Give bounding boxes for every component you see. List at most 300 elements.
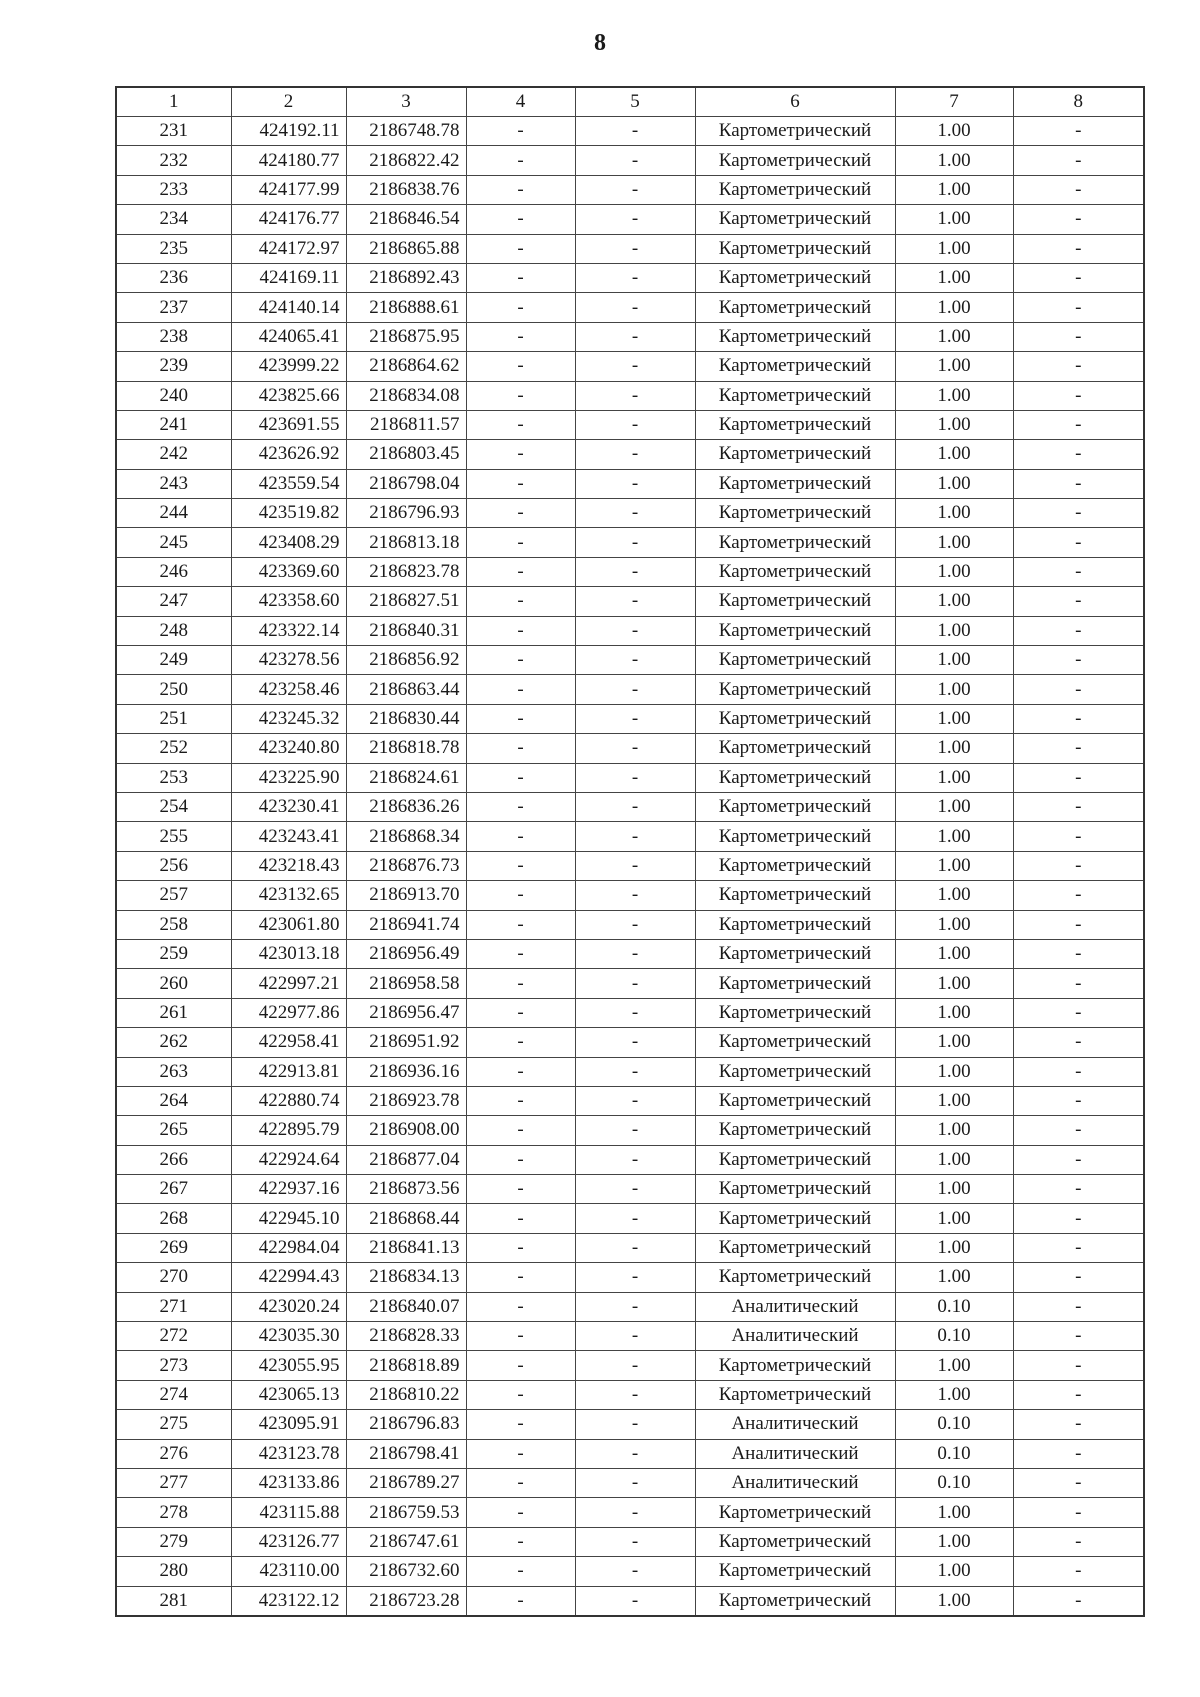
cell-accuracy: 0.10 xyxy=(895,1439,1013,1468)
cell-col-8: - xyxy=(1013,822,1144,851)
cell-col-4: - xyxy=(466,528,575,557)
cell-col-4: - xyxy=(466,234,575,263)
cell-col-8: - xyxy=(1013,410,1144,439)
cell-col-8: - xyxy=(1013,1263,1144,1292)
cell-col-8: - xyxy=(1013,734,1144,763)
table-row xyxy=(116,352,1144,381)
cell-col-8: - xyxy=(1013,939,1144,968)
cell-col-4: - xyxy=(466,1233,575,1262)
cell-col-5: - xyxy=(575,1498,695,1527)
cell-coord-y: 2186747.61 xyxy=(346,1527,466,1556)
cell-coord-x: 422924.64 xyxy=(231,1145,346,1174)
cell-col-8: - xyxy=(1013,1204,1144,1233)
cell-method: Аналитический xyxy=(695,1292,895,1321)
cell-accuracy: 1.00 xyxy=(895,469,1013,498)
cell-coord-x: 422977.86 xyxy=(231,998,346,1027)
cell-col-4: - xyxy=(466,734,575,763)
cell-accuracy: 1.00 xyxy=(895,1263,1013,1292)
cell-accuracy: 1.00 xyxy=(895,440,1013,469)
cell-col-4: - xyxy=(466,175,575,204)
table-row xyxy=(116,381,1144,410)
cell-coord-y: 2186951.92 xyxy=(346,1028,466,1057)
cell-method: Картометрический xyxy=(695,1233,895,1262)
cell-method: Картометрический xyxy=(695,1263,895,1292)
cell-col-4: - xyxy=(466,1498,575,1527)
cell-col-8: - xyxy=(1013,1116,1144,1145)
cell-col-8: - xyxy=(1013,792,1144,821)
cell-coord-x: 423278.56 xyxy=(231,646,346,675)
cell-point-number: 272 xyxy=(116,1322,231,1351)
cell-point-number: 253 xyxy=(116,763,231,792)
cell-coord-y: 2186834.08 xyxy=(346,381,466,410)
cell-coord-y: 2186956.49 xyxy=(346,939,466,968)
cell-coord-y: 2186818.78 xyxy=(346,734,466,763)
cell-col-4: - xyxy=(466,263,575,292)
cell-accuracy: 1.00 xyxy=(895,499,1013,528)
cell-coord-x: 424172.97 xyxy=(231,234,346,263)
cell-col-4: - xyxy=(466,322,575,351)
cell-coord-x: 423245.32 xyxy=(231,704,346,733)
cell-coord-y: 2186803.45 xyxy=(346,440,466,469)
cell-method: Картометрический xyxy=(695,1116,895,1145)
cell-coord-x: 423061.80 xyxy=(231,910,346,939)
cell-col-5: - xyxy=(575,734,695,763)
cell-coord-x: 422937.16 xyxy=(231,1175,346,1204)
table-header xyxy=(116,87,1144,117)
table-row xyxy=(116,1292,1144,1321)
table-row xyxy=(116,792,1144,821)
cell-col-8: - xyxy=(1013,1086,1144,1115)
cell-col-5: - xyxy=(575,146,695,175)
coordinates-table xyxy=(115,86,1145,1617)
cell-coord-x: 422895.79 xyxy=(231,1116,346,1145)
cell-col-8: - xyxy=(1013,263,1144,292)
cell-col-8: - xyxy=(1013,616,1144,645)
cell-col-4: - xyxy=(466,1204,575,1233)
cell-method: Картометрический xyxy=(695,734,895,763)
cell-col-5: - xyxy=(575,851,695,880)
cell-point-number: 276 xyxy=(116,1439,231,1468)
cell-col-8: - xyxy=(1013,146,1144,175)
table-row xyxy=(116,557,1144,586)
cell-col-4: - xyxy=(466,293,575,322)
cell-col-5: - xyxy=(575,1028,695,1057)
cell-accuracy: 1.00 xyxy=(895,322,1013,351)
table-row xyxy=(116,881,1144,910)
cell-coord-y: 2186875.95 xyxy=(346,322,466,351)
cell-point-number: 251 xyxy=(116,704,231,733)
cell-coord-x: 423999.22 xyxy=(231,352,346,381)
cell-col-4: - xyxy=(466,616,575,645)
cell-col-5: - xyxy=(575,352,695,381)
cell-col-8: - xyxy=(1013,205,1144,234)
cell-method: Картометрический xyxy=(695,117,895,146)
cell-col-4: - xyxy=(466,1527,575,1556)
cell-col-8: - xyxy=(1013,1233,1144,1262)
cell-point-number: 258 xyxy=(116,910,231,939)
cell-col-8: - xyxy=(1013,234,1144,263)
cell-point-number: 239 xyxy=(116,352,231,381)
cell-accuracy: 1.00 xyxy=(895,1145,1013,1174)
cell-accuracy: 1.00 xyxy=(895,175,1013,204)
cell-col-5: - xyxy=(575,528,695,557)
cell-col-4: - xyxy=(466,646,575,675)
cell-col-8: - xyxy=(1013,528,1144,557)
cell-coord-y: 2186840.31 xyxy=(346,616,466,645)
cell-method: Картометрический xyxy=(695,557,895,586)
cell-accuracy: 0.10 xyxy=(895,1292,1013,1321)
cell-method: Картометрический xyxy=(695,410,895,439)
table-row xyxy=(116,117,1144,146)
cell-point-number: 262 xyxy=(116,1028,231,1057)
cell-accuracy: 1.00 xyxy=(895,1057,1013,1086)
table-row xyxy=(116,1410,1144,1439)
cell-col-4: - xyxy=(466,1322,575,1351)
cell-coord-y: 2186732.60 xyxy=(346,1557,466,1586)
cell-col-4: - xyxy=(466,1263,575,1292)
cell-col-4: - xyxy=(466,1351,575,1380)
cell-col-5: - xyxy=(575,469,695,498)
table-row xyxy=(116,1322,1144,1351)
cell-coord-x: 423123.78 xyxy=(231,1439,346,1468)
cell-method: Картометрический xyxy=(695,939,895,968)
cell-coord-x: 423230.41 xyxy=(231,792,346,821)
cell-coord-y: 2186759.53 xyxy=(346,1498,466,1527)
cell-coord-y: 2186864.62 xyxy=(346,352,466,381)
table-row xyxy=(116,675,1144,704)
cell-method: Картометрический xyxy=(695,616,895,645)
cell-coord-y: 2186868.44 xyxy=(346,1204,466,1233)
cell-coord-y: 2186834.13 xyxy=(346,1263,466,1292)
cell-col-8: - xyxy=(1013,175,1144,204)
column-header-5: 5 xyxy=(575,87,695,117)
cell-coord-x: 423133.86 xyxy=(231,1468,346,1497)
cell-coord-y: 2186811.57 xyxy=(346,410,466,439)
cell-coord-x: 423132.65 xyxy=(231,881,346,910)
cell-point-number: 236 xyxy=(116,263,231,292)
cell-point-number: 244 xyxy=(116,499,231,528)
cell-col-5: - xyxy=(575,587,695,616)
cell-coord-x: 423122.12 xyxy=(231,1586,346,1616)
cell-accuracy: 1.00 xyxy=(895,381,1013,410)
cell-col-5: - xyxy=(575,646,695,675)
cell-point-number: 249 xyxy=(116,646,231,675)
cell-coord-x: 423369.60 xyxy=(231,557,346,586)
cell-col-8: - xyxy=(1013,440,1144,469)
cell-method: Картометрический xyxy=(695,1557,895,1586)
cell-col-4: - xyxy=(466,1586,575,1616)
table-row xyxy=(116,469,1144,498)
cell-col-5: - xyxy=(575,939,695,968)
cell-coord-x: 423322.14 xyxy=(231,616,346,645)
page-number: 8 xyxy=(594,30,606,56)
cell-method: Аналитический xyxy=(695,1322,895,1351)
cell-coord-y: 2186818.89 xyxy=(346,1351,466,1380)
cell-col-5: - xyxy=(575,1557,695,1586)
cell-accuracy: 1.00 xyxy=(895,352,1013,381)
cell-col-8: - xyxy=(1013,117,1144,146)
cell-point-number: 235 xyxy=(116,234,231,263)
cell-accuracy: 1.00 xyxy=(895,1586,1013,1616)
cell-col-5: - xyxy=(575,1086,695,1115)
cell-method: Картометрический xyxy=(695,763,895,792)
table-row xyxy=(116,998,1144,1027)
table-row xyxy=(116,704,1144,733)
cell-coord-x: 423825.66 xyxy=(231,381,346,410)
cell-point-number: 252 xyxy=(116,734,231,763)
cell-point-number: 268 xyxy=(116,1204,231,1233)
table-row xyxy=(116,646,1144,675)
column-header-1: 1 xyxy=(116,87,231,117)
cell-coord-y: 2186941.74 xyxy=(346,910,466,939)
cell-col-4: - xyxy=(466,499,575,528)
cell-accuracy: 1.00 xyxy=(895,822,1013,851)
cell-col-4: - xyxy=(466,822,575,851)
cell-col-5: - xyxy=(575,1233,695,1262)
cell-col-4: - xyxy=(466,675,575,704)
cell-coord-y: 2186877.04 xyxy=(346,1145,466,1174)
cell-coord-x: 422994.43 xyxy=(231,1263,346,1292)
table-row xyxy=(116,234,1144,263)
cell-col-4: - xyxy=(466,881,575,910)
cell-coord-x: 423065.13 xyxy=(231,1380,346,1409)
cell-point-number: 279 xyxy=(116,1527,231,1556)
cell-accuracy: 1.00 xyxy=(895,1204,1013,1233)
table-row xyxy=(116,293,1144,322)
cell-col-8: - xyxy=(1013,469,1144,498)
cell-method: Картометрический xyxy=(695,146,895,175)
cell-point-number: 265 xyxy=(116,1116,231,1145)
cell-method: Картометрический xyxy=(695,1175,895,1204)
header-row xyxy=(116,87,1144,117)
cell-coord-y: 2186828.33 xyxy=(346,1322,466,1351)
cell-coord-x: 423013.18 xyxy=(231,939,346,968)
cell-col-8: - xyxy=(1013,646,1144,675)
cell-coord-y: 2186863.44 xyxy=(346,675,466,704)
table-row xyxy=(116,1057,1144,1086)
cell-coord-y: 2186830.44 xyxy=(346,704,466,733)
cell-point-number: 233 xyxy=(116,175,231,204)
cell-coord-x: 423519.82 xyxy=(231,499,346,528)
cell-point-number: 266 xyxy=(116,1145,231,1174)
cell-coord-y: 2186913.70 xyxy=(346,881,466,910)
cell-point-number: 271 xyxy=(116,1292,231,1321)
cell-method: Картометрический xyxy=(695,646,895,675)
column-header-2: 2 xyxy=(231,87,346,117)
cell-accuracy: 1.00 xyxy=(895,1380,1013,1409)
cell-method: Картометрический xyxy=(695,205,895,234)
cell-accuracy: 1.00 xyxy=(895,1527,1013,1556)
cell-accuracy: 1.00 xyxy=(895,1233,1013,1262)
cell-method: Картометрический xyxy=(695,822,895,851)
cell-method: Картометрический xyxy=(695,1204,895,1233)
table-row xyxy=(116,1175,1144,1204)
cell-coord-y: 2186823.78 xyxy=(346,557,466,586)
cell-col-8: - xyxy=(1013,1468,1144,1497)
cell-method: Картометрический xyxy=(695,792,895,821)
cell-coord-x: 422880.74 xyxy=(231,1086,346,1115)
cell-point-number: 275 xyxy=(116,1410,231,1439)
cell-col-5: - xyxy=(575,1527,695,1556)
cell-accuracy: 1.00 xyxy=(895,263,1013,292)
cell-coord-y: 2186723.28 xyxy=(346,1586,466,1616)
cell-col-8: - xyxy=(1013,381,1144,410)
cell-col-8: - xyxy=(1013,1028,1144,1057)
cell-col-5: - xyxy=(575,792,695,821)
cell-col-5: - xyxy=(575,1468,695,1497)
cell-coord-y: 2186888.61 xyxy=(346,293,466,322)
table-row xyxy=(116,1557,1144,1586)
cell-coord-x: 423691.55 xyxy=(231,410,346,439)
cell-point-number: 255 xyxy=(116,822,231,851)
table-row xyxy=(116,763,1144,792)
table-row xyxy=(116,1204,1144,1233)
cell-col-8: - xyxy=(1013,763,1144,792)
cell-col-5: - xyxy=(575,322,695,351)
cell-coord-x: 422997.21 xyxy=(231,969,346,998)
cell-accuracy: 1.00 xyxy=(895,646,1013,675)
cell-accuracy: 1.00 xyxy=(895,1557,1013,1586)
cell-accuracy: 1.00 xyxy=(895,410,1013,439)
cell-coord-y: 2186824.61 xyxy=(346,763,466,792)
cell-col-8: - xyxy=(1013,352,1144,381)
cell-coord-x: 422913.81 xyxy=(231,1057,346,1086)
cell-point-number: 257 xyxy=(116,881,231,910)
cell-coord-y: 2186958.58 xyxy=(346,969,466,998)
cell-col-5: - xyxy=(575,881,695,910)
cell-point-number: 269 xyxy=(116,1233,231,1262)
cell-col-4: - xyxy=(466,763,575,792)
cell-accuracy: 1.00 xyxy=(895,587,1013,616)
cell-col-8: - xyxy=(1013,1351,1144,1380)
cell-coord-x: 423358.60 xyxy=(231,587,346,616)
cell-col-5: - xyxy=(575,293,695,322)
cell-coord-y: 2186936.16 xyxy=(346,1057,466,1086)
cell-col-5: - xyxy=(575,1263,695,1292)
cell-col-8: - xyxy=(1013,499,1144,528)
cell-col-5: - xyxy=(575,1292,695,1321)
cell-col-4: - xyxy=(466,939,575,968)
cell-col-4: - xyxy=(466,587,575,616)
cell-col-5: - xyxy=(575,1322,695,1351)
table-row xyxy=(116,969,1144,998)
cell-coord-x: 423258.46 xyxy=(231,675,346,704)
cell-method: Аналитический xyxy=(695,1410,895,1439)
cell-coord-y: 2186841.13 xyxy=(346,1233,466,1262)
cell-accuracy: 1.00 xyxy=(895,557,1013,586)
cell-point-number: 234 xyxy=(116,205,231,234)
cell-col-8: - xyxy=(1013,1439,1144,1468)
cell-col-8: - xyxy=(1013,998,1144,1027)
cell-point-number: 260 xyxy=(116,969,231,998)
cell-coord-x: 423115.88 xyxy=(231,1498,346,1527)
cell-accuracy: 1.00 xyxy=(895,205,1013,234)
cell-col-5: - xyxy=(575,1380,695,1409)
table-row xyxy=(116,175,1144,204)
cell-point-number: 250 xyxy=(116,675,231,704)
cell-col-5: - xyxy=(575,910,695,939)
table-row xyxy=(116,1439,1144,1468)
cell-col-4: - xyxy=(466,1468,575,1497)
cell-method: Картометрический xyxy=(695,1057,895,1086)
cell-coord-x: 423240.80 xyxy=(231,734,346,763)
cell-coord-x: 422945.10 xyxy=(231,1204,346,1233)
cell-col-4: - xyxy=(466,1557,575,1586)
table-row xyxy=(116,1468,1144,1497)
cell-coord-x: 423408.29 xyxy=(231,528,346,557)
cell-col-4: - xyxy=(466,792,575,821)
cell-method: Картометрический xyxy=(695,704,895,733)
column-header-6: 6 xyxy=(695,87,895,117)
cell-method: Картометрический xyxy=(695,1028,895,1057)
cell-col-5: - xyxy=(575,1586,695,1616)
cell-col-5: - xyxy=(575,1145,695,1174)
column-header-7: 7 xyxy=(895,87,1013,117)
cell-accuracy: 1.00 xyxy=(895,969,1013,998)
cell-coord-x: 423126.77 xyxy=(231,1527,346,1556)
cell-col-8: - xyxy=(1013,587,1144,616)
cell-point-number: 273 xyxy=(116,1351,231,1380)
table-row xyxy=(116,440,1144,469)
cell-accuracy: 1.00 xyxy=(895,234,1013,263)
cell-accuracy: 1.00 xyxy=(895,293,1013,322)
cell-accuracy: 1.00 xyxy=(895,998,1013,1027)
cell-col-4: - xyxy=(466,410,575,439)
cell-col-5: - xyxy=(575,1175,695,1204)
cell-col-8: - xyxy=(1013,1380,1144,1409)
cell-point-number: 254 xyxy=(116,792,231,821)
cell-coord-y: 2186846.54 xyxy=(346,205,466,234)
cell-col-8: - xyxy=(1013,293,1144,322)
cell-accuracy: 1.00 xyxy=(895,1086,1013,1115)
cell-method: Картометрический xyxy=(695,381,895,410)
cell-method: Картометрический xyxy=(695,1498,895,1527)
cell-method: Картометрический xyxy=(695,881,895,910)
cell-col-4: - xyxy=(466,704,575,733)
cell-col-8: - xyxy=(1013,1145,1144,1174)
cell-col-5: - xyxy=(575,969,695,998)
cell-coord-x: 423243.41 xyxy=(231,822,346,851)
table-row xyxy=(116,1028,1144,1057)
cell-col-5: - xyxy=(575,1057,695,1086)
cell-point-number: 278 xyxy=(116,1498,231,1527)
table-row xyxy=(116,263,1144,292)
cell-coord-y: 2186956.47 xyxy=(346,998,466,1027)
cell-coord-y: 2186868.34 xyxy=(346,822,466,851)
cell-coord-x: 423218.43 xyxy=(231,851,346,880)
cell-accuracy: 0.10 xyxy=(895,1410,1013,1439)
cell-point-number: 281 xyxy=(116,1586,231,1616)
table-row xyxy=(116,146,1144,175)
table-row xyxy=(116,1086,1144,1115)
cell-col-5: - xyxy=(575,557,695,586)
table-row xyxy=(116,1116,1144,1145)
cell-coord-y: 2186796.83 xyxy=(346,1410,466,1439)
cell-col-5: - xyxy=(575,205,695,234)
table-row xyxy=(116,499,1144,528)
cell-col-5: - xyxy=(575,234,695,263)
cell-col-4: - xyxy=(466,205,575,234)
cell-point-number: 259 xyxy=(116,939,231,968)
cell-col-8: - xyxy=(1013,1175,1144,1204)
cell-col-8: - xyxy=(1013,1557,1144,1586)
cell-accuracy: 1.00 xyxy=(895,528,1013,557)
cell-col-4: - xyxy=(466,117,575,146)
cell-col-8: - xyxy=(1013,1586,1144,1616)
table-row xyxy=(116,1351,1144,1380)
cell-col-8: - xyxy=(1013,675,1144,704)
cell-method: Картометрический xyxy=(695,851,895,880)
